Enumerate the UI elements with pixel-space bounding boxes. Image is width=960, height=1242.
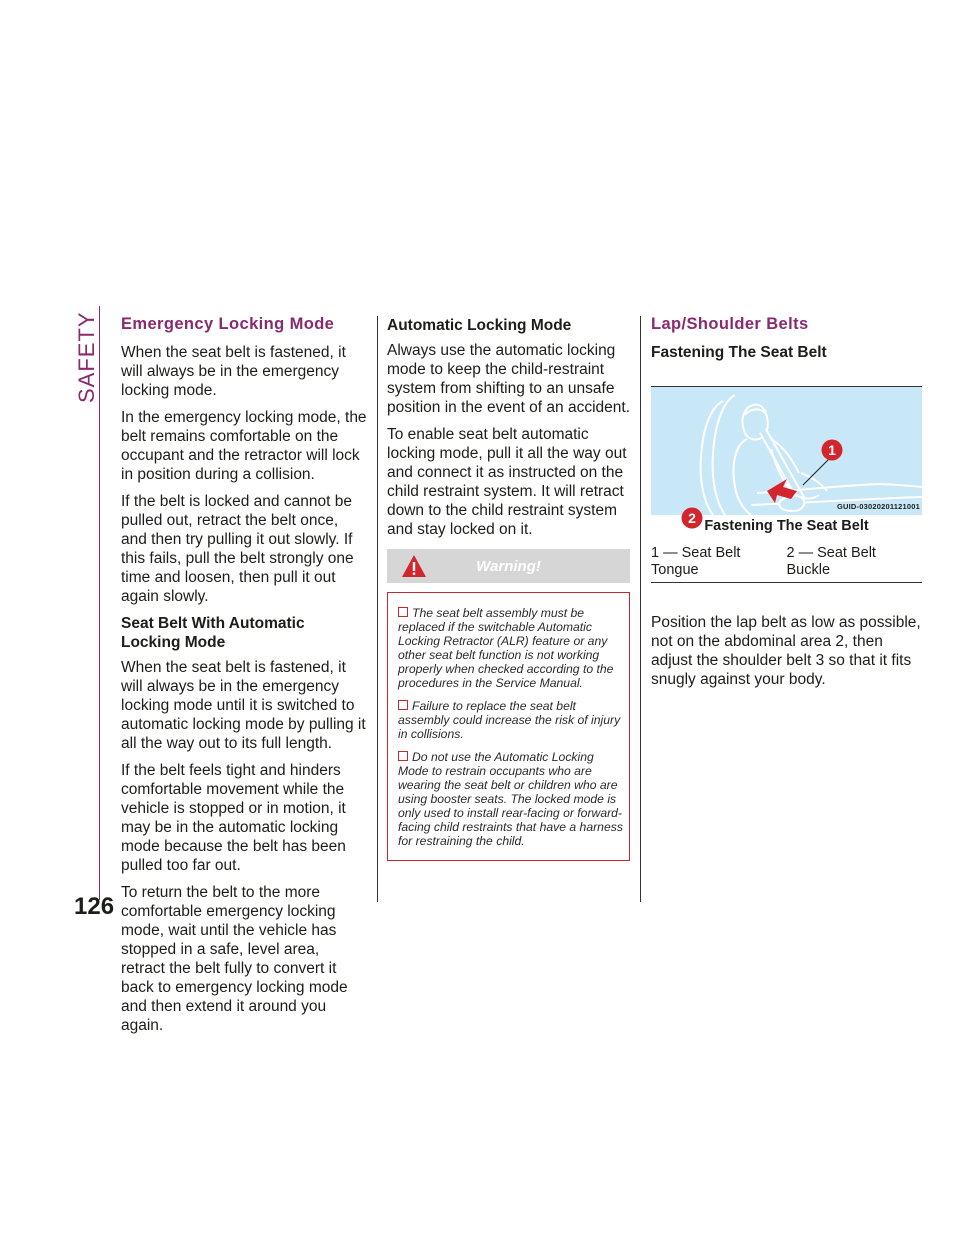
- checkbox-bullet-icon: [398, 751, 408, 761]
- subheading-fastening: Fastening The Seat Belt: [651, 344, 827, 361]
- checkbox-bullet-icon: [398, 607, 408, 617]
- warning-header: [387, 549, 630, 583]
- paragraph: In the emergency locking mode, the belt remains comfortable on the occupant and the retractor will lock in position during a collision.: [121, 409, 367, 483]
- seat-belt-drawing: [651, 387, 922, 515]
- paragraph: To return the belt to the more comfortable emergency locking mode, wait until the vehicle has stopped in a safe, level area, retract the belt fully to convert it back to emergency locking mode and then extend it around you again.: [121, 884, 348, 1034]
- column-divider-2: [640, 316, 641, 902]
- callout-2-label: 2: [688, 510, 696, 526]
- checkbox-bullet-icon: [398, 700, 408, 710]
- section-heading-emergency-locking: Emergency Locking Mode: [121, 315, 335, 333]
- legend-item-2: 2 — Seat Belt Buckle: [786, 545, 876, 578]
- warning-item: Do not use the Automatic Locking Mode to restrain occupants who are wearing the seat belt or children who are using booster seats. The locked mode is only used to install rear-facing or forward-facing child restraints that have a harness for restraining the child.: [398, 750, 623, 848]
- warning-item: The seat belt assembly must be replaced if the switchable Automatic Locking Retractor (ALR) feature or any other seat belt function is not working properly when checked according to the procedures in the Service Manual.: [398, 606, 614, 690]
- paragraph: When the seat belt is fastened, it will always be in the emergency locking mode until it is switched to automatic locking mode by pulling it all the way out to its full length.: [121, 659, 366, 752]
- column-1: [121, 316, 367, 1043]
- section-heading-lap-shoulder: Lap/Shoulder Belts: [651, 315, 809, 333]
- paragraph: When the seat belt is fastened, it will always be in the emergency locking mode.: [121, 344, 346, 399]
- legend-item-1: 1 — Seat Belt Tongue: [651, 545, 741, 578]
- warning-box: [387, 592, 630, 861]
- figure-code: GUID-03020201121001: [836, 502, 920, 511]
- warning-item: Failure to replace the seat belt assembly could increase the risk of injury in collisions.: [398, 699, 621, 741]
- figure-caption: Fastening The Seat Belt: [704, 518, 869, 534]
- warning-icon: [401, 553, 427, 579]
- paragraph: Always use the automatic locking mode to keep the child-restraint system from shifting to an unsafe position in the event of an accident.: [387, 342, 630, 416]
- paragraph: To enable seat belt automatic locking mode, pull it all the way out and connect it as instructed on the child restraint system. It will retract down to the child restraint system and stay locked on it.: [387, 426, 627, 538]
- paragraph: If the belt is locked and cannot be pulled out, retract the belt once, and then try pulling it out slowly. If this fails, pull the belt strongly one time and loosen, then pull it out again slowly.: [121, 493, 354, 605]
- paragraph: If the belt feels tight and hinders comfortable movement while the vehicle is stopped or in motion, it may be in the automatic locking mode because the belt has been pulled too far out.: [121, 762, 346, 874]
- callout-1-marker: [821, 439, 843, 461]
- subheading-automatic-locking: Seat Belt With Automatic Locking Mode: [121, 615, 305, 651]
- figure-legend: [651, 536, 922, 583]
- warning-title: Warning!: [476, 557, 541, 575]
- column-divider-1: [377, 316, 378, 902]
- column-3: [651, 316, 922, 697]
- subheading-automatic-locking-mode: Automatic Locking Mode: [387, 317, 572, 334]
- callout-1-label: 1: [828, 442, 836, 458]
- section-tab: SAFETY: [74, 311, 99, 403]
- paragraph: Position the lap belt as low as possible, not on the abdominal area 2, then adjust the shoulder belt 3 so that it fits snugly against your body.: [651, 614, 921, 688]
- callout-2-marker: [681, 507, 703, 529]
- column-2: [387, 316, 630, 861]
- page-number: 126: [74, 893, 115, 920]
